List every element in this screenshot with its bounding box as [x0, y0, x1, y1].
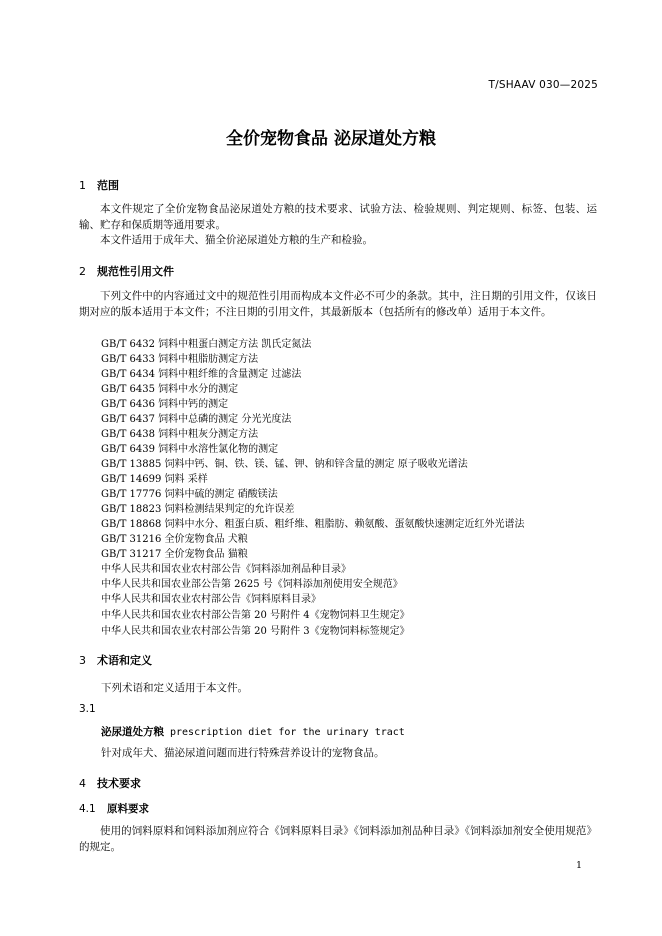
- section-2-intro: 下列文件中的内容通过文中的规范性引用而构成本文件必不可少的条款。其中，注日期的引用文件，仅该日期对应的版本适用于本文件；不注日期的引用文件，其最新版本（包括所有的修改单）适用于本文件。: [79, 290, 597, 318]
- reference-item: GB/T 31217 全价宠物食品 猫粮: [101, 549, 248, 560]
- term-english: prescription diet for the urinary tract: [170, 727, 405, 738]
- reference-item: GB/T 6435 饲料中水分的测定: [101, 384, 239, 395]
- section-1-paragraph-1: 本文件规定了全价宠物食品泌尿道处方粮的技术要求、试验方法、检验规则、判定规则、标签、包装、运输、贮存和保质期等通用要求。: [79, 203, 597, 231]
- section-1-title: 范围: [97, 179, 119, 192]
- section-2-number: 2: [79, 265, 86, 278]
- document-number: T/SHAAV 030—2025: [488, 79, 598, 91]
- reference-item: GB/T 6432 饲料中粗蛋白测定方法 凯氏定氮法: [101, 339, 312, 350]
- subsection-4-1-title: 原料要求: [107, 803, 149, 815]
- reference-item: GB/T 6436 饲料中钙的测定: [101, 399, 229, 410]
- reference-item: GB/T 17776 饲料中硫的测定 硝酸镁法: [101, 489, 278, 500]
- section-2-title: 规范性引用文件: [97, 265, 174, 278]
- section-4-heading: [79, 775, 141, 791]
- subsection-4-1-number: 4.1: [79, 803, 96, 815]
- reference-item: 中华人民共和国农业农村部公告第 20 号附件 4《宠物饲料卫生规定》: [101, 610, 410, 621]
- section-1-number: 1: [79, 179, 86, 192]
- section-1-paragraph-2: 本文件适用于成年犬、猫全价泌尿道处方粮的生产和检验。: [100, 234, 373, 246]
- section-1-heading: [79, 177, 119, 193]
- term-number: 3.1: [79, 703, 96, 715]
- reference-item: GB/T 18823 饲料检测结果判定的允许误差: [101, 504, 295, 515]
- reference-item: 中华人民共和国农业部公告第 2625 号《饲料添加剂使用安全规范》: [101, 579, 403, 590]
- document-title: 全价宠物食品 泌尿道处方粮: [226, 129, 436, 149]
- reference-item: GB/T 18868 饲料中水分、粗蛋白质、粗纤维、粗脂肪、赖氨酸、蛋氨酸快速测定近红外光谱法: [101, 519, 525, 530]
- reference-item: GB/T 14699 饲料 采样: [101, 474, 208, 485]
- subsection-4-1-heading: [79, 801, 149, 816]
- section-3-number: 3: [79, 654, 86, 667]
- term-chinese: 泌尿道处方粮: [101, 726, 164, 738]
- section-3-intro: 下列术语和定义适用于本文件。: [101, 682, 248, 694]
- reference-item: GB/T 6437 饲料中总磷的测定 分光光度法: [101, 414, 292, 425]
- page-number: 1: [575, 860, 582, 871]
- reference-item: 中华人民共和国农业农村部公告《饲料添加剂品种目录》: [101, 564, 351, 575]
- reference-item: GB/T 6438 饲料中粗灰分测定方法: [101, 429, 259, 440]
- term-entry: [101, 724, 405, 739]
- reference-item: GB/T 6434 饲料中粗纤维的含量测定 过滤法: [101, 369, 302, 380]
- reference-item: 中华人民共和国农业农村部公告《饲料原料目录》: [101, 594, 321, 605]
- section-3-title: 术语和定义: [97, 654, 152, 667]
- section-4-title: 技术要求: [97, 777, 141, 790]
- reference-item: GB/T 13885 饲料中钙、铜、铁、镁、锰、钾、钠和锌含量的测定 原子吸收光谱法: [101, 459, 468, 470]
- subsection-4-1-paragraph: 使用的饲料原料和饲料添加剂应符合《饲料原料目录》《饲料添加剂品种目录》《饲料添加剂安全使用规范》的规定。: [79, 825, 597, 853]
- reference-item: GB/T 6433 饲料中粗脂肪测定方法: [101, 354, 259, 365]
- reference-item: GB/T 6439 饲料中水溶性氯化物的测定: [101, 444, 279, 455]
- term-definition: 针对成年犬、猫泌尿道问题而进行特殊营养设计的宠物食品。: [101, 747, 385, 759]
- section-4-number: 4: [79, 777, 86, 790]
- section-2-heading: [79, 263, 174, 279]
- reference-item: 中华人民共和国农业农村部公告第 20 号附件 3《宠物饲料标签规定》: [101, 626, 410, 637]
- reference-item: GB/T 31216 全价宠物食品 犬粮: [101, 534, 248, 545]
- section-3-heading: [79, 652, 152, 668]
